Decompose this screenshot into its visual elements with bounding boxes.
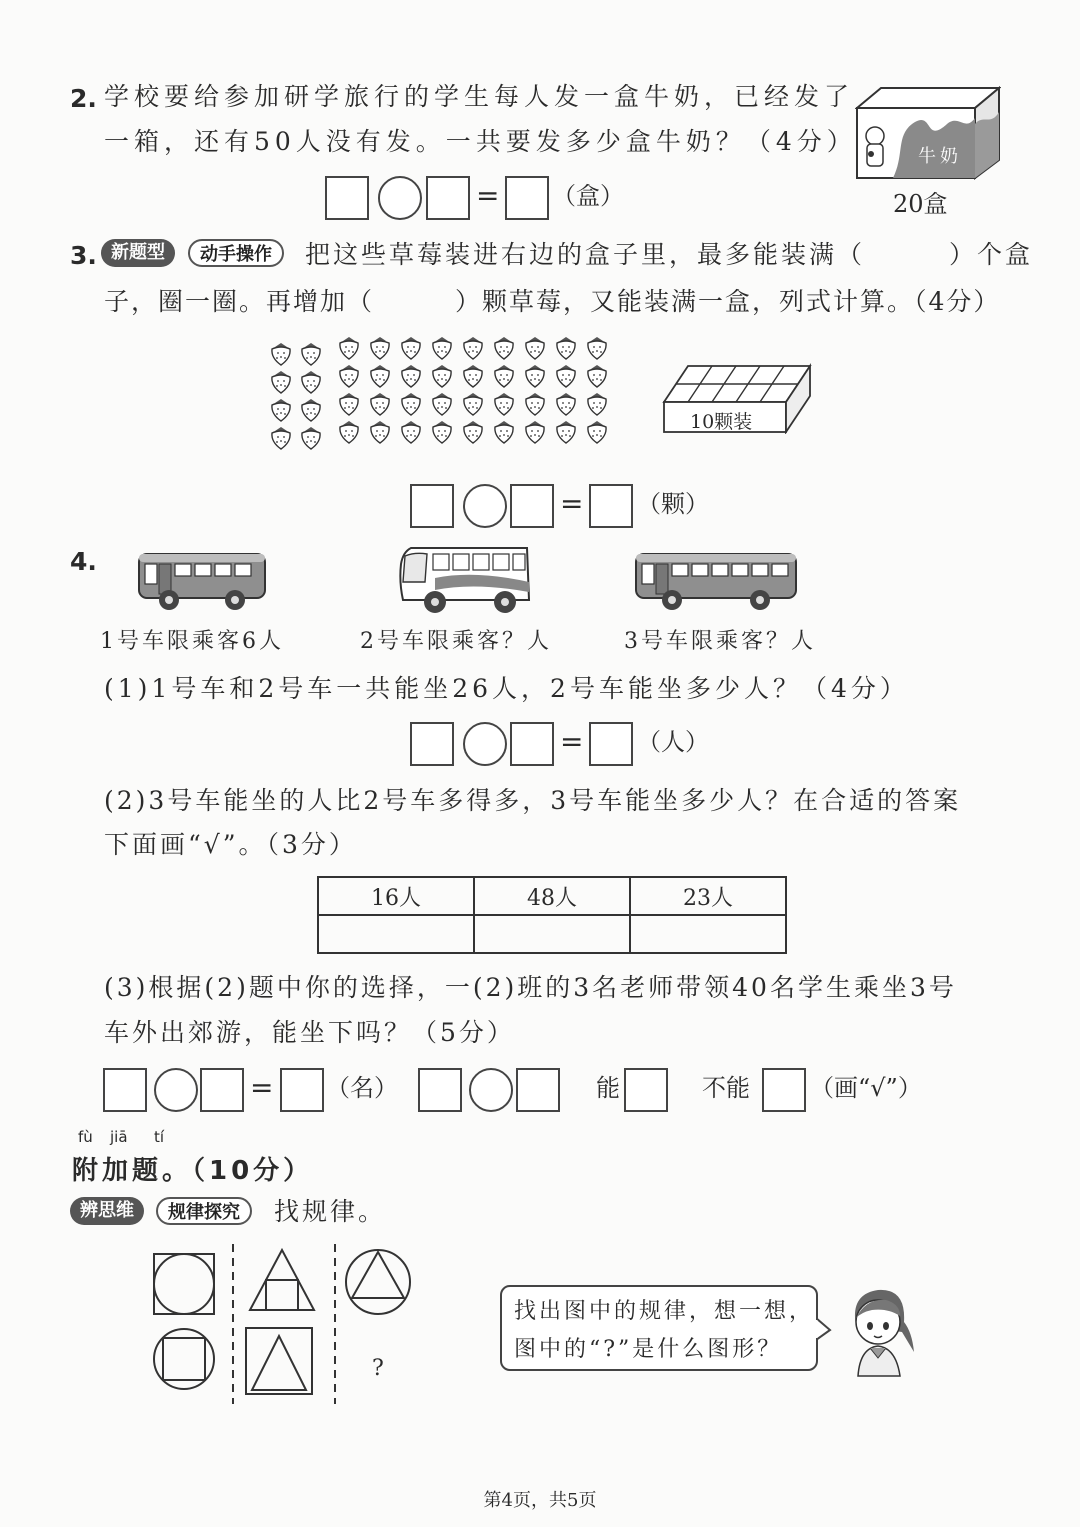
strawberry [588, 337, 606, 359]
badge-hands-on: 动手操作 [188, 239, 284, 267]
q3-operator-circle[interactable] [463, 484, 507, 528]
strawberry [433, 421, 451, 443]
option-16: 16人 [318, 877, 474, 915]
page-footer: 第4页，共5页 [483, 1490, 597, 1511]
q4-options-table [317, 876, 787, 954]
q4-sub2-text-line2: 下面画“√”。（3分） [104, 830, 357, 859]
bubble-line-1: 找出图中的规律，想一想， [514, 1299, 815, 1324]
q4-options-row [318, 877, 786, 915]
strawberry [340, 421, 358, 443]
strawberry [371, 421, 389, 443]
strawberry [433, 365, 451, 387]
speech-bubble-tail [816, 1318, 834, 1342]
can-checkbox[interactable] [624, 1068, 668, 1112]
bus-2-label: 2号车限乘客？人 [360, 629, 552, 654]
q2-text-line1: 学校要给参加研学旅行的学生每人发一盒牛奶，已经发了 [104, 82, 855, 111]
strawberry [464, 365, 482, 387]
q4-sub1-unit: （人） [637, 728, 709, 756]
strawberry [464, 421, 482, 443]
strawberry [302, 343, 320, 365]
strawberry [464, 393, 482, 415]
milk-count: 20盒 [893, 190, 948, 218]
cannot-label: 不能 [702, 1074, 750, 1102]
strawberry [340, 337, 358, 359]
q3-unit: （颗） [637, 490, 709, 518]
strawberry [526, 337, 544, 359]
strawberry [402, 365, 420, 387]
q3-equals-sign: = [560, 487, 584, 520]
q3-text-line1: 把这些草莓装进右边的盒子里，最多能装满（ ）个盒 [305, 240, 1034, 269]
mark-hint: （画“√”） [810, 1074, 922, 1102]
q2-answer-box-result[interactable] [505, 176, 549, 220]
strawberry [402, 393, 420, 415]
pinyin-jia: jiā [110, 1128, 128, 1146]
strawberry [433, 337, 451, 359]
girl-illustration [842, 1282, 922, 1378]
strawberry [526, 393, 544, 415]
can-label: 能 [596, 1074, 620, 1102]
ten-count-box-label: 10颗装 [690, 411, 753, 433]
strawberry [272, 399, 290, 421]
strawberry [495, 337, 513, 359]
strawberry [495, 421, 513, 443]
strawberry [588, 421, 606, 443]
pinyin-fu: fù [78, 1128, 93, 1146]
bus-3-label: 3号车限乘客？人 [624, 629, 816, 654]
bubble-line-2: 图中的“?”是什么图形？ [514, 1337, 783, 1362]
strawberry [302, 399, 320, 421]
badge-pattern: 规律探究 [156, 1197, 252, 1225]
strawberry [464, 337, 482, 359]
bonus-title: 附加题。（10分） [72, 1156, 314, 1186]
mark-cell-48[interactable] [474, 915, 630, 953]
q2-answer-box-1[interactable] [325, 176, 369, 220]
strawberry [371, 393, 389, 415]
q3-answer-box-result[interactable] [589, 484, 633, 528]
q2-number: 2. [70, 84, 97, 113]
q4-sub2-text-line1: (2)3号车能坐的人比2号车多得多，3号车能坐多少人？在合适的答案 [104, 786, 962, 815]
badge-thinking: 辨思维 [70, 1197, 144, 1225]
q4-sub3-unit: （名） [326, 1074, 398, 1102]
q4-sub1-equals-sign: = [560, 725, 584, 758]
q3-answer-box-1[interactable] [410, 484, 454, 528]
q4-sub1-answer-box-1[interactable] [410, 722, 454, 766]
milk-label: 牛奶 [918, 146, 962, 167]
strawberry [340, 365, 358, 387]
strawberry [557, 393, 575, 415]
q2-unit: （盒） [552, 182, 624, 210]
strawberry-group [265, 330, 645, 460]
q2-equals-sign: = [476, 179, 500, 212]
strawberry [557, 337, 575, 359]
speech-bubble [500, 1285, 818, 1371]
q3-number: 3. [70, 241, 97, 270]
q3-answer-box-2[interactable] [510, 484, 554, 528]
q4-mark-row [318, 915, 786, 953]
q2-operator-circle[interactable] [378, 176, 422, 220]
q4-sub3-text-line1: (3)根据(2)题中你的选择，一(2)班的3名老师带领40名学生乘坐3号 [104, 973, 957, 1002]
strawberry [402, 337, 420, 359]
strawberry [526, 365, 544, 387]
q3-text-line2: 子，圈一圈。再增加（ ）颗草莓，又能装满一盒，列式计算。（4分） [104, 287, 1001, 316]
strawberry [526, 421, 544, 443]
strawberry [340, 393, 358, 415]
pattern-figure [140, 1244, 440, 1404]
strawberry [495, 393, 513, 415]
q4-sub3-text-line2: 车外出郊游，能坐下吗？（5分） [104, 1018, 515, 1047]
q4-number: 4. [70, 547, 97, 576]
bus-3-illustration [632, 550, 800, 614]
strawberry [302, 371, 320, 393]
strawberry [557, 365, 575, 387]
q2-text-line2: 一箱，还有50人没有发。一共要发多少盒牛奶？（4分） [104, 127, 857, 156]
q4-sub1-text: (1)1号车和2号车一共能坐26人，2号车能坐多少人？（4分） [104, 674, 909, 703]
q4-sub3-compare-box-2[interactable] [516, 1068, 560, 1112]
strawberry [402, 421, 420, 443]
mark-cell-16[interactable] [318, 915, 474, 953]
strawberry [588, 393, 606, 415]
q4-sub3-operator-circle[interactable] [154, 1068, 198, 1112]
q4-sub1-operator-circle[interactable] [463, 722, 507, 766]
strawberry [371, 337, 389, 359]
q4-sub3-compare-circle[interactable] [469, 1068, 513, 1112]
q2-answer-box-2[interactable] [426, 176, 470, 220]
strawberry [272, 343, 290, 365]
option-23: 23人 [630, 877, 786, 915]
strawberry [272, 371, 290, 393]
strawberry [371, 365, 389, 387]
q4-sub3-equals-sign: = [250, 1071, 274, 1104]
strawberry [433, 393, 451, 415]
q4-sub1-answer-box-2[interactable] [510, 722, 554, 766]
bonus-instruction: 找规律。 [274, 1197, 387, 1226]
strawberry [495, 365, 513, 387]
strawberry [588, 365, 606, 387]
mark-cell-23[interactable] [630, 915, 786, 953]
q4-sub3-answer-box-result[interactable] [280, 1068, 324, 1112]
badge-new-type: 新题型 [101, 239, 175, 267]
pattern-question-mark: ? [372, 1356, 384, 1381]
strawberry [557, 421, 575, 443]
bus-1-label: 1号车限乘客6人 [100, 629, 284, 654]
pinyin-ti: tí [154, 1128, 165, 1146]
cannot-checkbox[interactable] [762, 1068, 806, 1112]
bus-2-illustration [395, 542, 535, 614]
q4-sub3-answer-box-2[interactable] [200, 1068, 244, 1112]
strawberry [302, 427, 320, 449]
q4-sub3-compare-box-1[interactable] [418, 1068, 462, 1112]
q4-sub1-answer-box-result[interactable] [589, 722, 633, 766]
q4-sub3-answer-box-1[interactable] [103, 1068, 147, 1112]
option-48: 48人 [474, 877, 630, 915]
strawberry [272, 427, 290, 449]
bus-1-illustration [135, 550, 271, 614]
